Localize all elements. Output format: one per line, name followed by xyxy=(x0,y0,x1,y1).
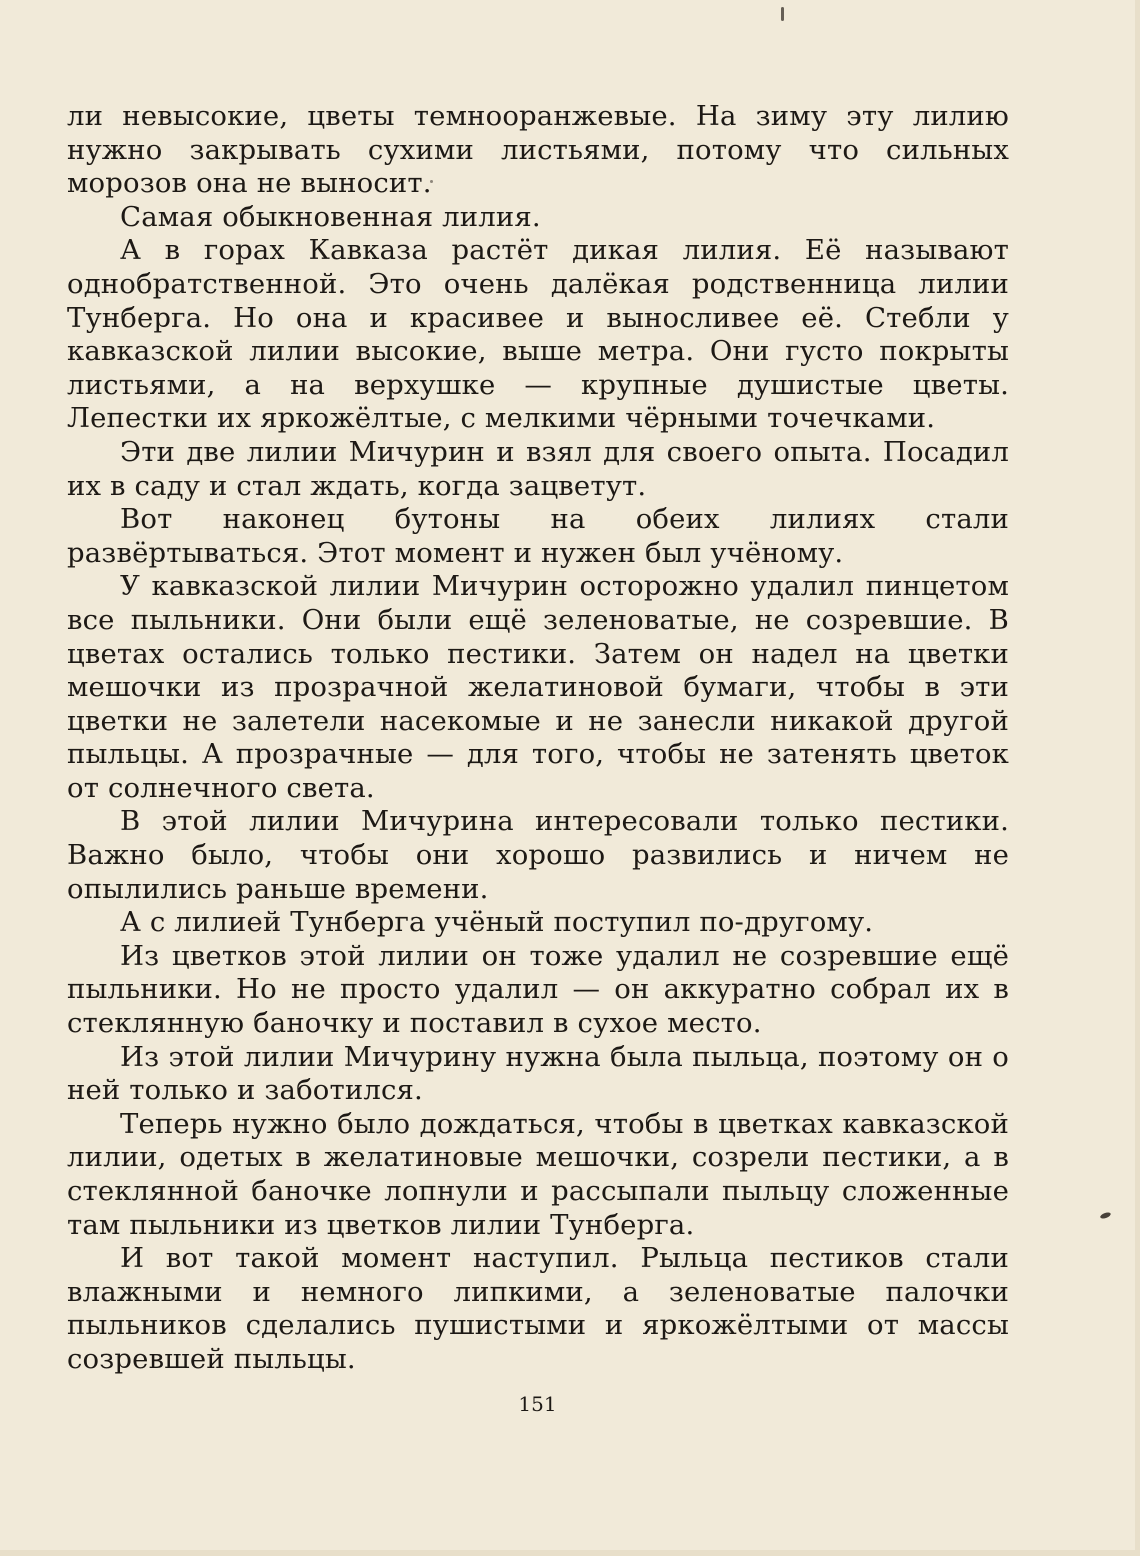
paragraph: У кавказской лилии Мичурин осторожно удалил пинцетом все пыльники. Они были ещё зеленоватые, не созревшие. В цветах остались только пестики. Затем он надел на цветки мешочки из прозрачной желатиновой бумаги, чтобы в эти цветки не залетели насекомые и не занесли никакой другой пыльцы. А прозрачные — для того, чтобы не затенять цветок от солнечного света. xyxy=(67,570,1009,804)
body-text xyxy=(67,100,1009,1377)
paragraph: Самая обыкновенная лилия. xyxy=(120,200,541,233)
print-speck xyxy=(1099,1211,1111,1219)
paragraph: А в горах Кавказа растёт дикая лилия. Её называют однобратственной. Это очень далёкая родственница лилии Тунберга. Но она и красивее и выносливее её. Стебли у кавказской лилии высокие, выше метра. Они густо покрыты листьями, а на верхушке — крупные душистые цветы. Лепестки их яркожёлтые, с мелкими чёрными точечками. xyxy=(67,234,1009,435)
paragraph-continuation: ли невысокие, цветы темнооранжевые. На зиму эту лилию нужно закрывать сухими листьями, потому что сильных морозов она не выносит. xyxy=(67,100,1009,200)
paragraph: И вот такой момент наступил. Рыльца пестиков стали влажными и немного липкими, а зеленоватые палочки пыльников сделались пушистыми и яркожёлтыми от массы созревшей пыльцы. xyxy=(67,1242,1009,1375)
print-speck xyxy=(781,7,784,21)
paragraph: Из цветков этой лилии он тоже удалил не созревшие ещё пыльники. Но не просто удалил — он аккуратно собрал их в стеклянную баночку и поставил в сухое место. xyxy=(67,939,1009,1040)
page-number: 151 xyxy=(518,1392,557,1416)
paragraph: Эти две лилии Мичурин и взял для своего опыта. Посадил их в саду и стал ждать, когда зацветут. xyxy=(67,435,1009,502)
paragraph: А с лилией Тунберга учёный поступил по-другому. xyxy=(120,906,874,939)
paragraph: Вот наконец бутоны на обеих лилиях стали развёртываться. Этот момент и нужен был учёному. xyxy=(67,503,1009,569)
paragraph: В этой лилии Мичурина интересовали только пестики. Важно было, чтобы они хорошо развились и ничем не опылились раньше времени. xyxy=(67,805,1009,905)
paragraph: Из этой лилии Мичурину нужна была пыльца, поэтому он о ней только и заботился. xyxy=(67,1040,1009,1107)
paragraph: Теперь нужно было дождаться, чтобы в цветках кавказской лилии, одетых в желатиновые мешочки, созрели пестики, а в стеклянной баночке лопнули и рассыпали пыльцу сложенные там пыльники из цветков лилии Тунберга. xyxy=(67,1107,1009,1241)
